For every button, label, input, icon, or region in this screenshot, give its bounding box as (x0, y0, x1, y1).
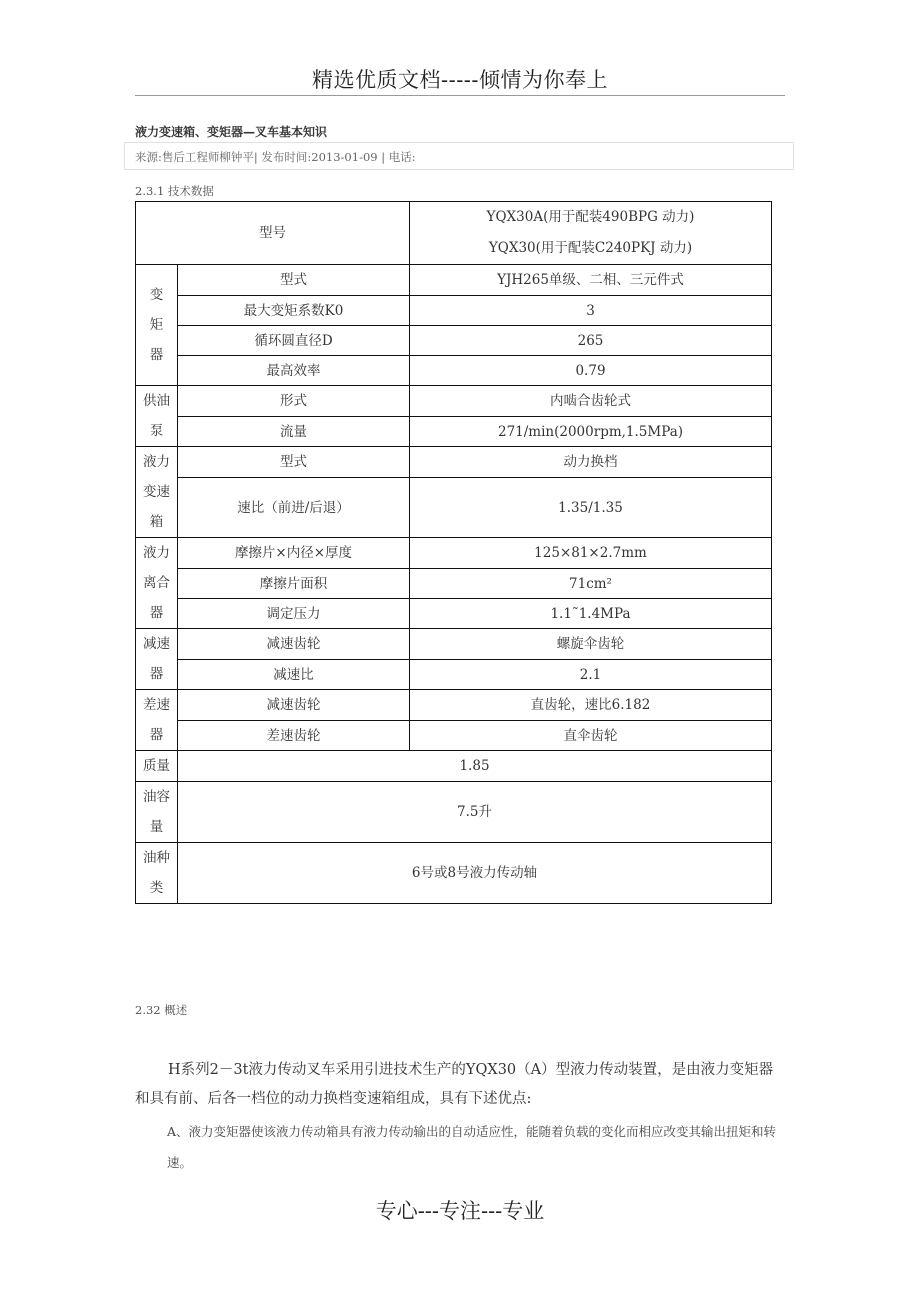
advantage-item-a: A、液力变矩器使该液力传动箱具有液力传动输出的自动适应性，能随着负载的变化而相应改变其输出扭矩和转速。 (167, 1124, 777, 1170)
category-label: 油容 (143, 789, 170, 805)
table-row (136, 417, 772, 447)
value-cell: 7.5升 (178, 782, 772, 843)
item-cell: 减速齿轮 (178, 629, 410, 660)
table-row (136, 478, 772, 538)
table-row (136, 447, 772, 478)
category-cell (136, 447, 178, 538)
category-label: 液力 (143, 545, 170, 561)
category-label: 液力 (143, 454, 170, 470)
category-cell (136, 751, 178, 782)
category-label: 油种 (143, 850, 170, 866)
category-label: 供油 (143, 393, 170, 409)
table-row (136, 843, 772, 904)
article-title: 液力变速箱、变矩器—叉车基本知识 (135, 125, 328, 139)
value-cell: 螺旋伞齿轮 (410, 629, 772, 660)
category-label: 离合 (143, 575, 170, 591)
value-cell: 6号或8号液力传动轴 (178, 843, 772, 904)
category-label: 质量 (143, 758, 170, 774)
table-row (136, 202, 772, 265)
category-label: 类 (149, 880, 164, 896)
table-row (136, 386, 772, 417)
item-cell: 型式 (178, 447, 410, 478)
item-cell: 减速齿轮 (178, 690, 410, 721)
category-label: 箱 (149, 514, 164, 530)
table-row (136, 296, 772, 326)
category-label: 量 (149, 819, 164, 835)
section-label-tech-data: 2.3.1 技术数据 (135, 184, 214, 198)
value-cell: 3 (410, 296, 772, 326)
model-label-cell: 型号 (136, 202, 410, 265)
model-values-cell (410, 202, 772, 265)
category-cell (136, 690, 178, 751)
category-cell (136, 386, 178, 447)
value-cell: 直齿轮，速比6.182 (410, 690, 772, 721)
article-meta: 来源:售后工程师柳钟平| 发布时间:2013-01-09 | 电话: (135, 150, 416, 164)
category-label: 器 (149, 727, 164, 743)
category-cell (136, 265, 178, 386)
value-cell: 2.1 (410, 660, 772, 690)
value-cell: 71cm² (410, 569, 772, 599)
category-label: 器 (149, 605, 164, 621)
category-label: 变 (149, 287, 164, 303)
value-cell: 265 (410, 326, 772, 356)
page-header-title: 精选优质文档-----倾情为你奉上 (312, 68, 608, 92)
item-cell: 型式 (178, 265, 410, 296)
category-label: 器 (149, 666, 164, 682)
value-cell: 动力换档 (410, 447, 772, 478)
value-cell: 1.35/1.35 (410, 478, 772, 538)
section-label-overview: 2.32 概述 (135, 1003, 188, 1017)
item-cell: 最高效率 (178, 356, 410, 386)
model-value: YQX30A(用于配装490BPG 动力) (486, 209, 695, 225)
page-footer-text: 专心---专注---专业 (375, 1199, 545, 1223)
table-row (136, 569, 772, 599)
value-cell: 1.1˜1.4MPa (410, 599, 772, 629)
value-cell: 125×81×2.7mm (410, 538, 772, 569)
table-row (136, 690, 772, 721)
value-cell: 0.79 (410, 356, 772, 386)
table-row (136, 660, 772, 690)
item-cell: 循环圆直径D (178, 326, 410, 356)
item-cell: 最大变矩系数K0 (178, 296, 410, 326)
category-cell (136, 538, 178, 629)
value-cell: 内啮合齿轮式 (410, 386, 772, 417)
item-cell: 减速比 (178, 660, 410, 690)
category-cell (136, 782, 178, 843)
category-label: 变速 (143, 484, 170, 500)
spec-table (135, 201, 772, 904)
table-row (136, 782, 772, 843)
item-cell: 摩擦片×内径×厚度 (178, 538, 410, 569)
table-row (136, 721, 772, 751)
item-cell: 形式 (178, 386, 410, 417)
item-cell: 速比（前进/后退） (178, 478, 410, 538)
item-cell: 调定压力 (178, 599, 410, 629)
category-label: 减速 (143, 636, 170, 652)
category-label: 器 (149, 347, 164, 363)
table-row (136, 751, 772, 782)
category-cell (136, 629, 178, 690)
table-row (136, 599, 772, 629)
value-cell: YJH265单级、二相、三元件式 (410, 265, 772, 296)
table-row (136, 629, 772, 660)
table-row (136, 356, 772, 386)
table-row (136, 326, 772, 356)
article-meta-box (124, 142, 794, 170)
category-cell (136, 843, 178, 904)
table-row (136, 265, 772, 296)
model-value: YQX30(用于配装C240PKJ 动力) (488, 240, 693, 256)
value-cell: 直伞齿轮 (410, 721, 772, 751)
overview-paragraph: H系列2－3t液力传动叉车采用引进技术生产的YQX30（A）型液力传动装置，是由液力变矩器和具有前、后各一档位的动力换档变速箱组成，具有下述优点: (135, 1062, 774, 1107)
category-label: 差速 (143, 697, 170, 713)
value-cell: 1.85 (178, 751, 772, 782)
category-label: 泵 (149, 423, 164, 439)
item-cell: 摩擦片面积 (178, 569, 410, 599)
item-cell: 差速齿轮 (178, 721, 410, 751)
value-cell: 271/min(2000rpm,1.5MPa) (410, 417, 772, 447)
item-cell: 流量 (178, 417, 410, 447)
category-label: 矩 (149, 317, 164, 333)
table-row (136, 538, 772, 569)
header-divider (135, 95, 785, 96)
